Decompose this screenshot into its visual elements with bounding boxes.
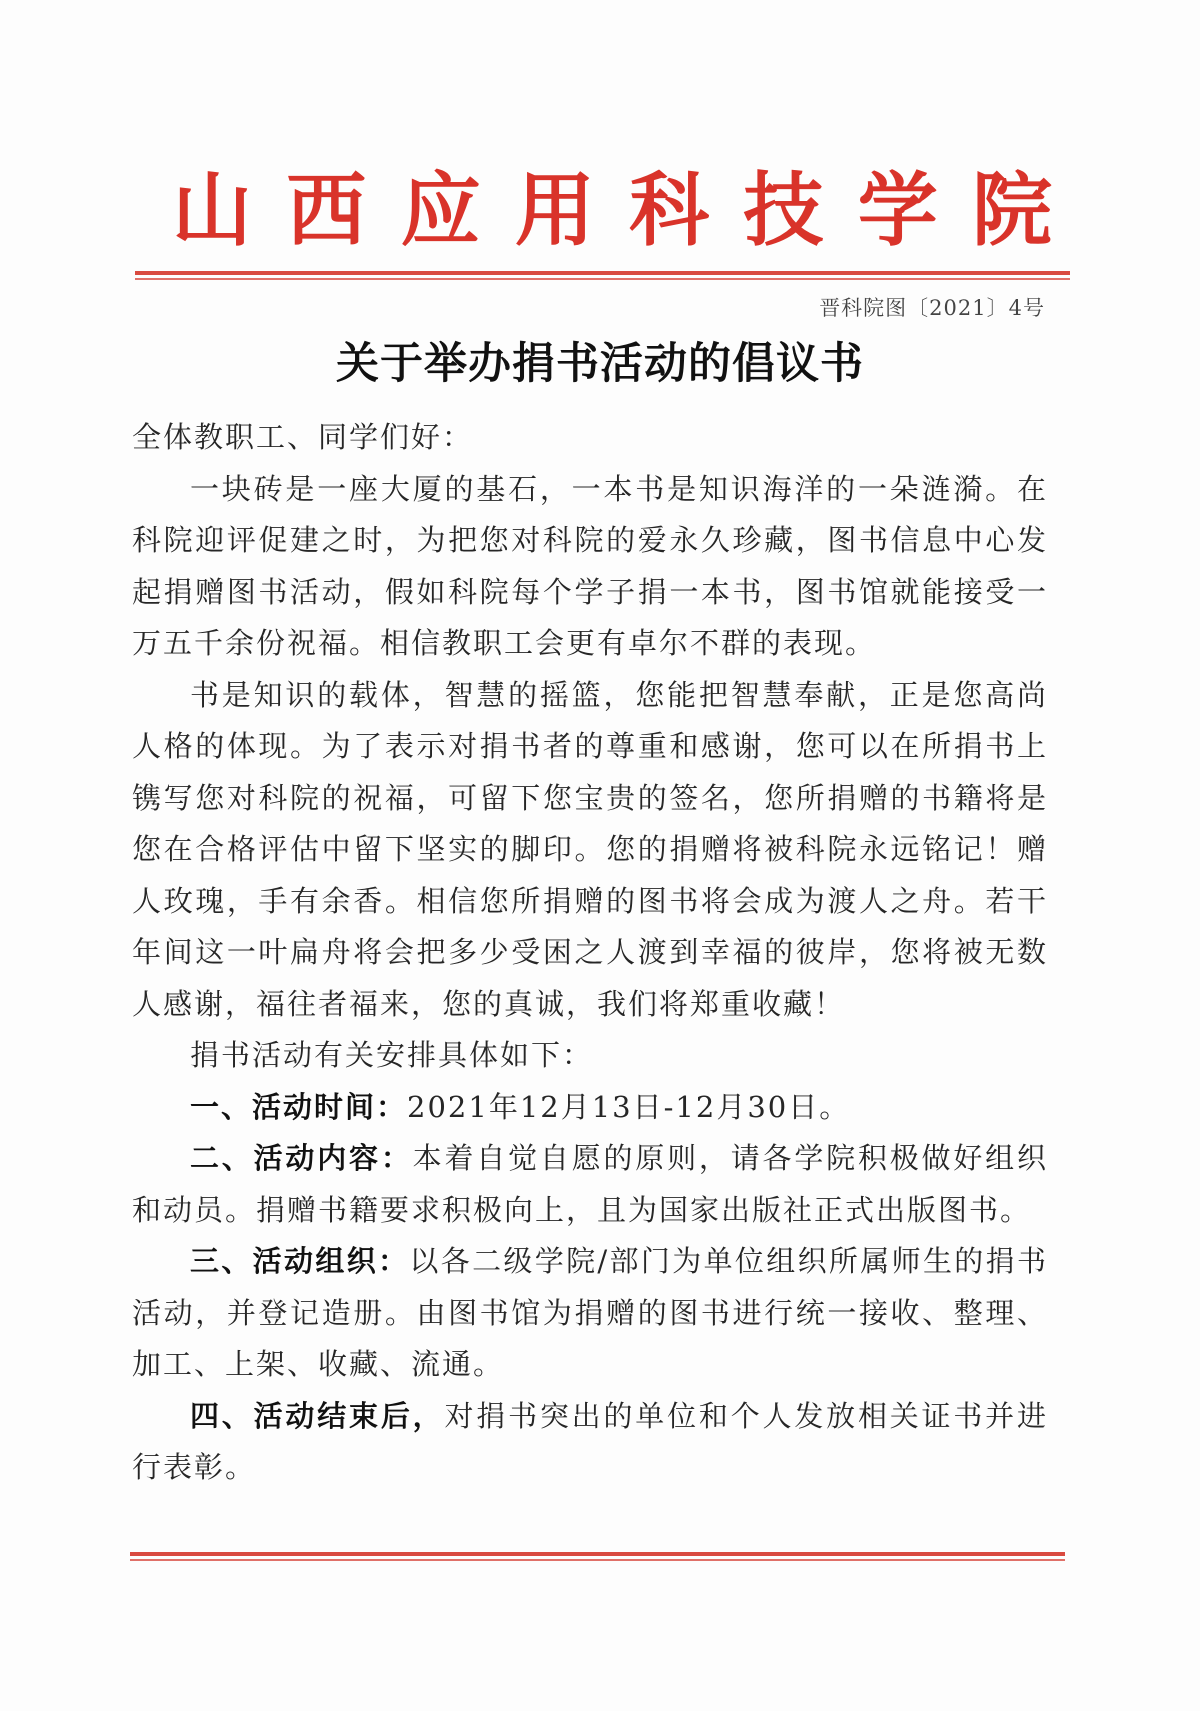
item-lead: 一、活动时间： [190,1089,408,1124]
masthead-title [172,165,1052,255]
arrangement-item [132,1391,1048,1494]
masthead-char: 西 [286,163,367,257]
item-text: 以各二级学院/部门为单位组织所属师生的捐书活动，并登记造册。由图书馆为捐赠的图书进行统一接收、整理、加工、上架、收藏、流通。 [132,1244,1048,1381]
document-title: 关于举办捐书活动的倡议书 [336,339,864,389]
masthead-char: 应 [400,163,481,257]
header-divider [135,271,1070,280]
salutation: 全体教职工、同学们好： [132,420,474,454]
document-number: 晋科院图〔2021〕4号 [819,296,1045,320]
paragraph: 一块砖是一座大厦的基石，一本书是知识海洋的一朵涟漪。在科院迎评促建之时，为把您对科院的爱永久珍藏，图书信息中心发起捐赠图书活动，假如科院每个学子捐一本书，图书馆就能接受一万五千余份祝福。相信教职工会更有卓尔不群的表现。 [132,471,1048,660]
item-lead: 二、活动内容： [190,1141,413,1175]
arrangement-item [132,1133,1048,1236]
item-text: 本着自觉自愿的原则，请各学院积极做好组织和动员。捐赠书籍要求积极向上，且为国家出版社正式出版图书。 [132,1141,1048,1227]
document-body [132,412,1048,1494]
item-text: 对捐书突出的单位和个人发放相关证书并进行表彰。 [132,1398,1048,1484]
arrangement-item [132,1236,1048,1391]
masthead-char: 院 [971,163,1052,257]
masthead-char: 用 [514,163,595,257]
paragraph: 捐书活动有关安排具体如下： [190,1038,594,1072]
item-lead: 三、活动组织： [190,1244,410,1278]
masthead-char: 山 [172,163,252,257]
item-text: 2021年12月13日-12月30日。 [407,1089,851,1124]
masthead-char: 学 [857,163,938,257]
item-lead: 四、活动结束后， [190,1398,445,1433]
masthead-char: 科 [629,163,710,257]
paragraph: 书是知识的载体，智慧的摇篮，您能把智慧奉献，正是您高尚人格的体现。为了表示对捐书者的尊重和感谢，您可以在所捐书上镌写您对科院的祝福，可留下您宝贵的签名，您所捐赠的书籍将是您在合格评估中留下坚实的脚印。您的捐赠将被科院永远铭记！赠人玫瑰，手有余香。相信您所捐赠的图书将会成为渡人之舟。若干年间这一叶扁舟将会把多少受困之人渡到幸福的彼岸，您将被无数人感谢，福往者福来，您的真诚，我们将郑重收藏！ [132,677,1048,1021]
arrangement-item [132,1082,1048,1134]
footer-divider [130,1552,1065,1561]
masthead-char: 技 [743,163,824,257]
